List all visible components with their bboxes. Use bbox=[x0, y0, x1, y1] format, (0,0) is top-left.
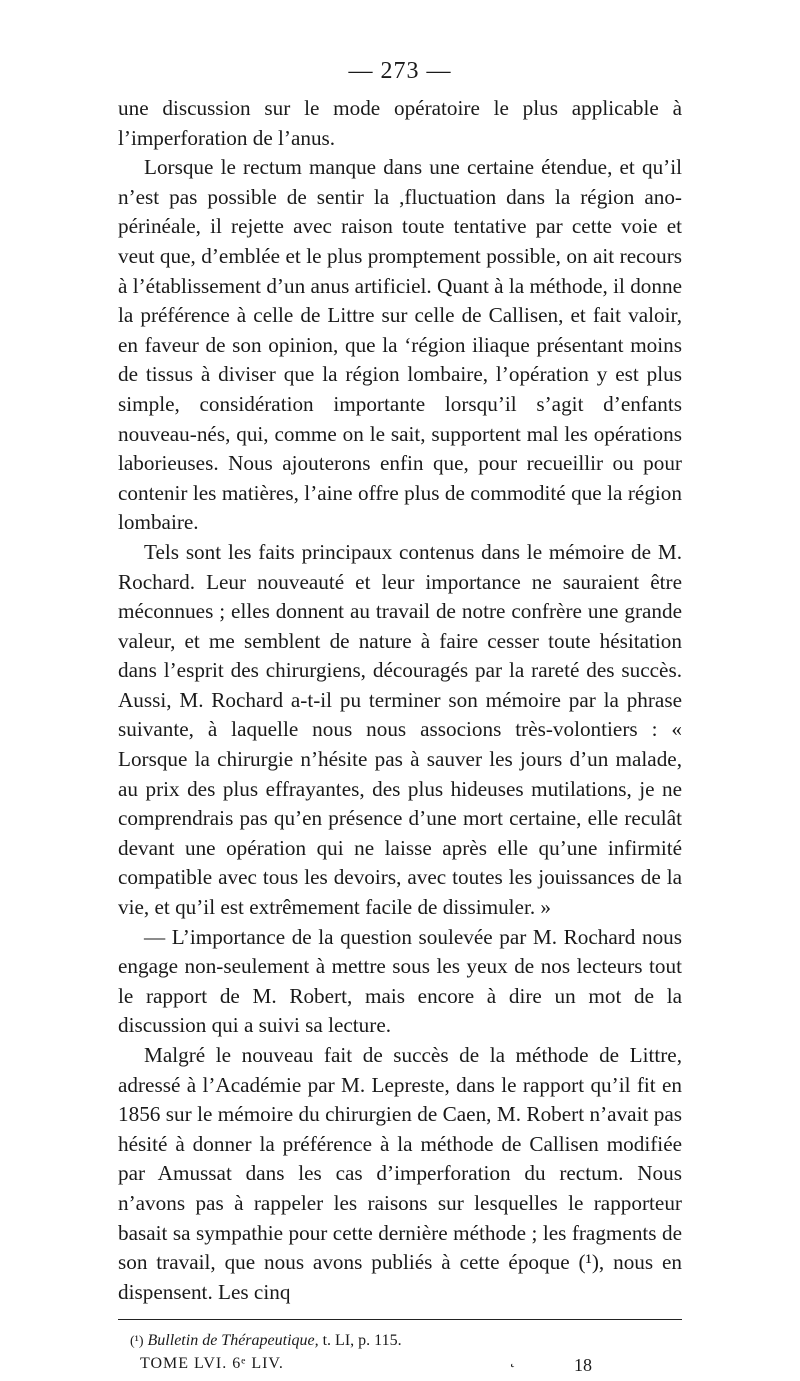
footnote-details: t. LI, p. 115. bbox=[318, 1332, 402, 1350]
volume-signature: TOME LVI. 6ᵉ LIV. bbox=[140, 1355, 284, 1373]
signature-mark: ˛ bbox=[510, 1351, 516, 1369]
document-page bbox=[118, 54, 682, 1381]
sheet-number: 18 bbox=[574, 1355, 592, 1376]
paragraph-1: une discussion sur le mode opératoire le plus applicable à l’imperforation de l’anus. bbox=[118, 96, 682, 150]
body-text bbox=[118, 94, 682, 1307]
signature-line bbox=[118, 1351, 682, 1381]
footnote bbox=[118, 1330, 682, 1353]
page-number: — 273 — bbox=[348, 58, 452, 84]
footnote-journal: Bulletin de Thérapeutique, bbox=[147, 1332, 319, 1350]
paragraph-4: — L’importance de la question soulevée par M. Rochard nous engage non-seulement à mettre sous les yeux de nos lecteurs tout le rapport de M. Robert, mais encore à dire un mot de la discussion qui a suivi sa lecture. bbox=[118, 924, 682, 1038]
footnote-divider bbox=[118, 1319, 682, 1320]
paragraph-3: Tels sont les faits principaux contenus dans le mémoire de M. Rochard. Leur nouveauté et leur importance ne sauraient être méconnues ; elles donnent au travail de notre confrère une grande valeur, et me semblent de nature à faire cesser toute hésitation dans l’esprit des chirurgiens, découragés par la rareté des succès. Aussi, M. Rochard a-t-il pu terminer son mémoire par la phrase suivante, à laquelle nous nous associons très-volontiers : « Lorsque la chirurgie n’hésite pas à sauver les jours d’un malade, au prix des plus effrayantes, des plus hideuses mutilations, je ne comprendrais pas qu’en présence d’une mort certaine, elle reculât devant une opération qui ne laisse après elle qu’une infirmité compatible avec tous les devoirs, avec toutes les jouissances de la vie, et qu’il est extrêmement facile de dissimuler. » bbox=[118, 539, 682, 920]
paragraph-5: Malgré le nouveau fait de succès de la méthode de Littre, adressé à l’Académie par M. Lepreste, dans le rapport qu’il fit en 1856 sur le mémoire du chirurgien de Caen, M. Robert n’avait pas hésité à donner la préférence à la méthode de Callisen modifiée par Amussat dans les cas d’imperforation du rectum. Nous n’avons pas à rappeler les raisons sur lesquelles le rapporteur basait sa sympathie pour cette dernière méthode ; les fragments de son travail, que nous avons publiés à cette époque (¹), nous en dispensent. Les cinq bbox=[118, 1043, 682, 1304]
paragraph-2: Lorsque le rectum manque dans une certaine étendue, et qu’il n’est pas possible de sentir la ,fluctuation dans la région ano-périnéale, il rejette avec raison toute tentative par cette voie et veut que, d’emblée et le plus promptement possible, on ait recours à l’établissement d’un anus artificiel. Quant à la méthode, il donne la préférence à celle de Littre sur celle de Callisen, et fait valoir, en faveur de son opinion, que la ‘région iliaque présentant moins de tissus à diviser que la région lombaire, l’opération y est plus simple, considération importante lorsqu’il s’agit d’enfants nouveau-nés, qui, comme on le sait, supportent mal les opérations laborieuses. Nous ajouterons enfin que, pour recueillir ou pour contenir les matières, l’aine offre plus de commodité que la région lombaire. bbox=[118, 155, 682, 535]
footnote-ref: (¹) bbox=[130, 1334, 144, 1350]
